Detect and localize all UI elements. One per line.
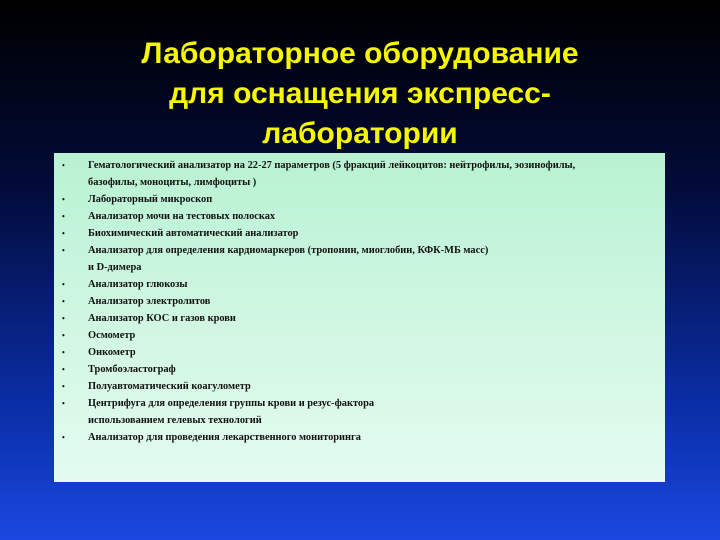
bullet-icon: •: [62, 365, 65, 374]
title-line-3: лаборатории: [262, 117, 458, 150]
slide-title: [60, 34, 660, 154]
bullet-icon: •: [62, 297, 65, 306]
list-item-text: Тромбоэластограф: [88, 364, 176, 375]
list-item-text: Анализатор электролитов: [88, 296, 211, 307]
list-item-text: Анализатор для проведения лекарственного мониторинга: [88, 432, 361, 443]
equipment-list: [54, 157, 665, 446]
list-item: [54, 361, 665, 378]
list-item: [54, 395, 665, 429]
list-item-text: Центрифуга для определения группы крови и резус-фактора: [88, 398, 375, 409]
list-item-text: Лабораторный микроскоп: [88, 194, 213, 205]
list-item: [54, 378, 665, 395]
bullet-icon: •: [62, 433, 65, 442]
bullet-icon: •: [62, 314, 65, 323]
equipment-list-panel: [54, 153, 665, 482]
bullet-icon: •: [62, 280, 65, 289]
title-line-2: для оснащения экспресс-: [169, 77, 551, 110]
list-item-text: Биохимический автоматический анализатор: [88, 228, 299, 239]
list-item: [54, 157, 665, 191]
bullet-icon: •: [62, 331, 65, 340]
list-item-text: Онкометр: [88, 347, 136, 358]
list-item: [54, 310, 665, 327]
list-item: [54, 276, 665, 293]
list-item-text: Осмометр: [88, 330, 136, 341]
list-item-text: Анализатор мочи на тестовых полосках: [88, 211, 276, 222]
title-line-1: Лабораторное оборудование: [141, 37, 579, 70]
list-item: [54, 429, 665, 446]
list-item: [54, 208, 665, 225]
bullet-icon: •: [62, 229, 65, 238]
list-item-text: Гематологический анализатор на 22-27 параметров (5 фракций лейкоцитов: нейтрофилы, эозинофилы,: [88, 160, 576, 171]
bullet-icon: •: [62, 399, 65, 408]
list-item: [54, 327, 665, 344]
bullet-icon: •: [62, 195, 65, 204]
bullet-icon: •: [62, 348, 65, 357]
list-item: [54, 191, 665, 208]
list-item-text: Анализатор для определения кардиомаркеров (тропонин, миоглобин, КФК-МБ масс): [88, 245, 489, 256]
list-item: [54, 242, 665, 276]
list-item-text: и D-димера: [88, 262, 142, 273]
bullet-icon: •: [62, 382, 65, 391]
list-item-text: базофилы, моноциты, лимфоциты ): [88, 177, 257, 188]
list-item-text: Анализатор КОС и газов крови: [88, 313, 236, 324]
list-item-text: Анализатор глюкозы: [88, 279, 188, 290]
list-item: [54, 225, 665, 242]
bullet-icon: •: [62, 246, 65, 255]
list-item-text: использованием гелевых технологий: [88, 415, 262, 426]
bullet-icon: •: [62, 161, 65, 170]
list-item: [54, 344, 665, 361]
list-item-text: Полуавтоматический коагулометр: [88, 381, 251, 392]
bullet-icon: •: [62, 212, 65, 221]
list-item: [54, 293, 665, 310]
